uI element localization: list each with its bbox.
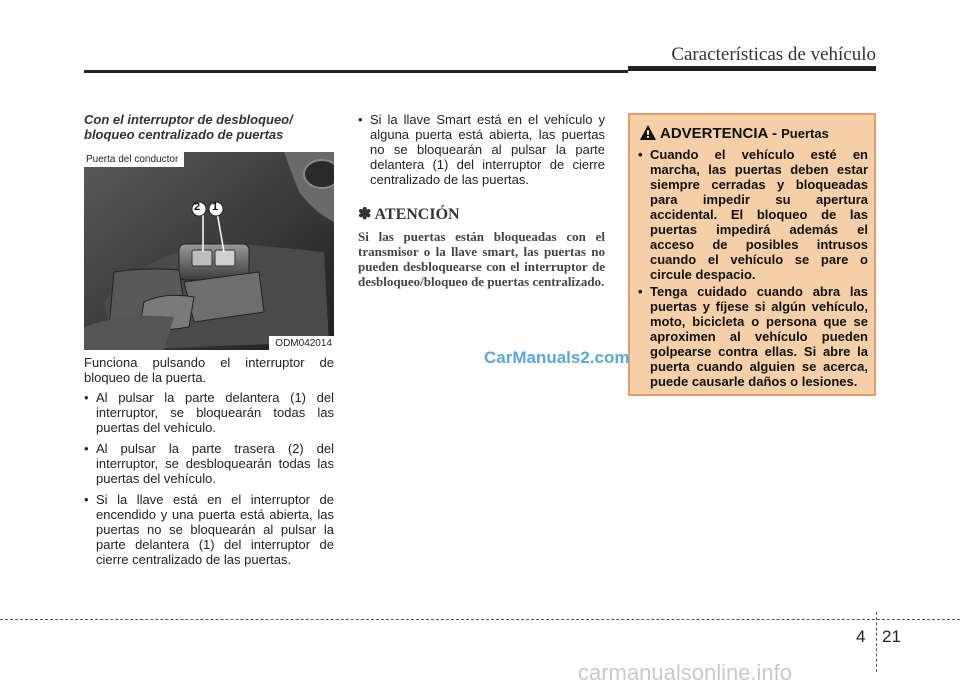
list-item: • Al pulsar la parte delantera (1) del interruptor, se bloquearán todas las puertas del vehículo. [84, 390, 334, 435]
door-switch-photo [84, 152, 334, 350]
note-body: Si las puertas están bloqueadas con el transmisor o la llave smart, las puertas no pueden desbloquearse con el interruptor de desbloqueo/bloqueo de puertas centralizado. [358, 229, 605, 289]
heading-line-2: bloqueo centralizado de puertas [84, 127, 284, 142]
chapter-number: 4 [856, 627, 866, 646]
note-heading: ✽ ATENCIÓN [358, 206, 460, 223]
left-column-text [84, 355, 334, 573]
section-title: Características de vehículo [671, 44, 876, 65]
list-item: • Si la llave está en el interruptor de encendido y una puerta está abierta, las puertas no se bloquearán al pulsar la parte delantera (1) del interruptor de cierre centralizado de las puertas. [84, 492, 334, 567]
warning-box [628, 113, 876, 396]
subsection-heading [84, 112, 334, 142]
list-item: • Si la llave Smart está en el vehículo y alguna puerta está abierta, las puertas no se bloquearán al pulsar la parte delantera (1) del interruptor de cierre centralizado de las puertas. [358, 112, 605, 187]
watermark-link[interactable]: CarManuals2.com [484, 348, 630, 367]
header-divider-thick [628, 66, 876, 71]
footer-watermark-link[interactable]: carmanualsonline.info [578, 660, 793, 685]
warning-triangle-icon [640, 125, 656, 140]
list-item: • Al pulsar la parte trasera (2) del interruptor, se desbloquearán todas las puertas del vehículo. [84, 441, 334, 486]
header-divider [84, 70, 628, 73]
door-panel-illustration [84, 152, 334, 350]
photo-code: ODM042014 [269, 336, 334, 350]
warning-title [640, 125, 829, 142]
warning-list [638, 147, 868, 391]
list-item: • Tenga cuidado cuando abra las puertas y fíjese si algún vehículo, moto, bicicleta o persona que se aproximen al vehículo pueden golpearse contra ellas. Si abre la puerta cuando alguien se acerca, puede causarle daños o lesiones. [638, 284, 868, 389]
warning-title-main: ADVERTENCIA - [660, 125, 782, 142]
footer-divider [0, 619, 960, 620]
heading-line-1: Con el interruptor de desbloqueo/ [84, 112, 293, 127]
intro-paragraph: Funciona pulsando el interruptor de bloqueo de la puerta. [84, 355, 334, 385]
page-number: 21 [882, 627, 901, 646]
list-item: • Cuando el vehículo esté en marcha, las puertas deben estar siempre cerradas y bloqueadas para impedir su apertura accidental. El bloqueo de las puertas impedirá además el acceso de posibles intrusos cuando el vehículo se pare o circule despacio. [638, 147, 868, 282]
middle-column-text [358, 112, 605, 193]
footer-vertical-divider [876, 612, 877, 672]
photo-label: Puerta del conductor [84, 152, 184, 167]
warning-title-sub: Puertas [781, 126, 829, 141]
callout-1: 1 [212, 201, 219, 213]
callout-2: 2 [194, 201, 201, 213]
